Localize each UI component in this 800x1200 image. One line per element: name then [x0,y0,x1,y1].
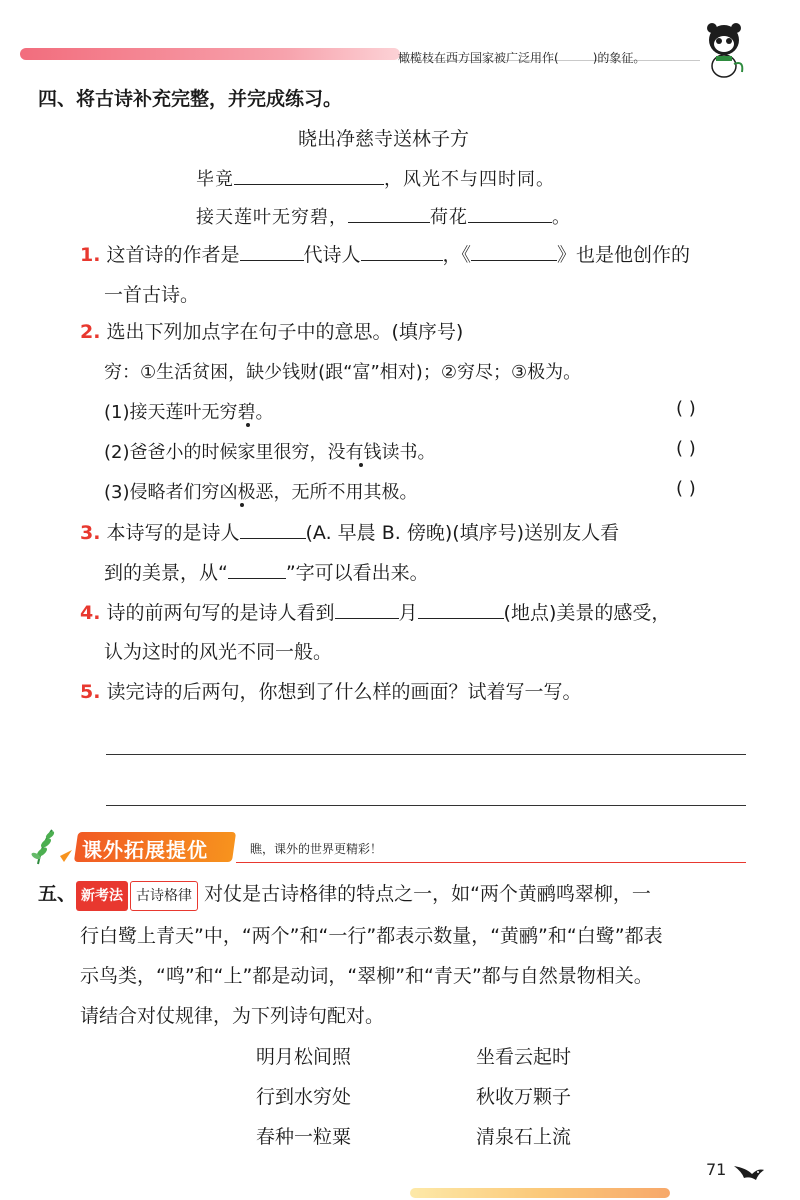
expansion-banner-label: 课外拓展提优 [82,838,208,862]
question-3-cont: 到的美景，从“ ”字可以看出来。 [104,558,429,587]
right-verse-3[interactable]: 清泉石上流 [476,1126,572,1148]
answer-paren[interactable]: ( ) [676,398,696,419]
swallow-icon [732,1158,766,1184]
question-1: 1. 这首诗的作者是 代诗人 ，《 》也是他创作的 [80,240,690,269]
footer-decor-bar [410,1188,670,1198]
section-5-line-3: 示鸟类，“鸣”和“上”都是动词，“翠柳”和“青天”都与自然景物相关。 [80,965,653,987]
section-5-line-1: 五、 新考法 古诗格律 对仗是古诗格律的特点之一，如“两个黄鹂鸣翠柳，一 [38,880,651,911]
leaf-icon [30,826,74,866]
new-method-badge: 新考法 [76,881,128,911]
header-decor-bar [20,48,400,60]
section-5-line-2: 行白鹭上青天”中，“两个”和“一行”都表示数量，“黄鹂”和“白鹭”都表 [80,925,663,947]
header-note: 橄榄枝在西方国家被广泛用作( )的象征。 [398,51,646,65]
q2-item-2: (2)爸爸小的时候家里很穷，没有钱读书。 [104,442,436,463]
poem-title: 晓出净慈寺送林子方 [298,128,470,150]
section-4-title: 四、将古诗补充完整，并完成练习。 [38,88,343,110]
mascot-icon [700,20,748,80]
question-5: 5. 读完诗的后两句，你想到了什么样的画面？试着写一写。 [80,681,582,703]
question-2-meanings: 穷：①生活贫困，缺少钱财(跟“富”相对)；②穷尽；③极为。 [104,362,582,383]
question-1-cont: 一首古诗。 [104,284,200,306]
question-3: 3. 本诗写的是诗人 (A. 早晨 B. 傍晚)(填序号)送别友人看 [80,518,619,547]
fill-blank[interactable] [348,202,430,223]
fill-blank[interactable] [361,240,443,261]
question-2: 2. 选出下列加点字在句子中的意思。(填序号) [80,321,464,343]
answer-paren[interactable]: ( ) [676,478,696,499]
emphasis-dot [240,503,244,507]
right-verse-2[interactable]: 秋收万颗子 [476,1086,572,1108]
fill-blank[interactable] [471,240,557,261]
poem-line-1: 毕竟 ，风光不与四时同。 [196,164,555,191]
question-4: 4. 诗的前两句写的是诗人看到 月 (地点)美景的感受， [80,598,670,627]
left-verse-2[interactable]: 行到水穷处 [256,1086,352,1108]
left-verse-3[interactable]: 春种一粒粟 [256,1126,352,1148]
right-verse-1[interactable]: 坐看云起时 [476,1046,572,1068]
answer-line[interactable] [106,805,746,806]
q2-item-3: (3)侵略者们穷凶极恶，无所不用其极。 [104,482,418,503]
page-number: 71 [706,1160,727,1179]
fill-blank[interactable] [240,518,306,539]
expansion-rule [236,862,746,863]
fill-blank[interactable] [335,598,399,619]
answer-paren[interactable]: ( ) [676,438,696,459]
fill-blank[interactable] [240,240,304,261]
fill-blank[interactable] [468,202,552,223]
poem-line-2: 接天莲叶无穷碧， 荷花 。 [196,202,571,229]
q2-item-1: (1)接天莲叶无穷碧。 [104,402,274,423]
fill-blank[interactable] [228,558,286,579]
fill-blank[interactable] [418,598,504,619]
emphasis-dot [246,423,250,427]
fill-blank[interactable] [234,164,384,185]
emphasis-dot [359,463,363,467]
section-5-line-4: 请结合对仗规律，为下列诗句配对。 [80,1005,385,1027]
question-4-cont: 认为这时的风光不同一般。 [104,641,333,663]
topic-tag: 古诗格律 [130,881,198,911]
left-verse-1[interactable]: 明月松间照 [256,1046,352,1068]
answer-line[interactable] [106,754,746,755]
expansion-subtitle: 瞧，课外的世界更精彩！ [250,842,383,856]
